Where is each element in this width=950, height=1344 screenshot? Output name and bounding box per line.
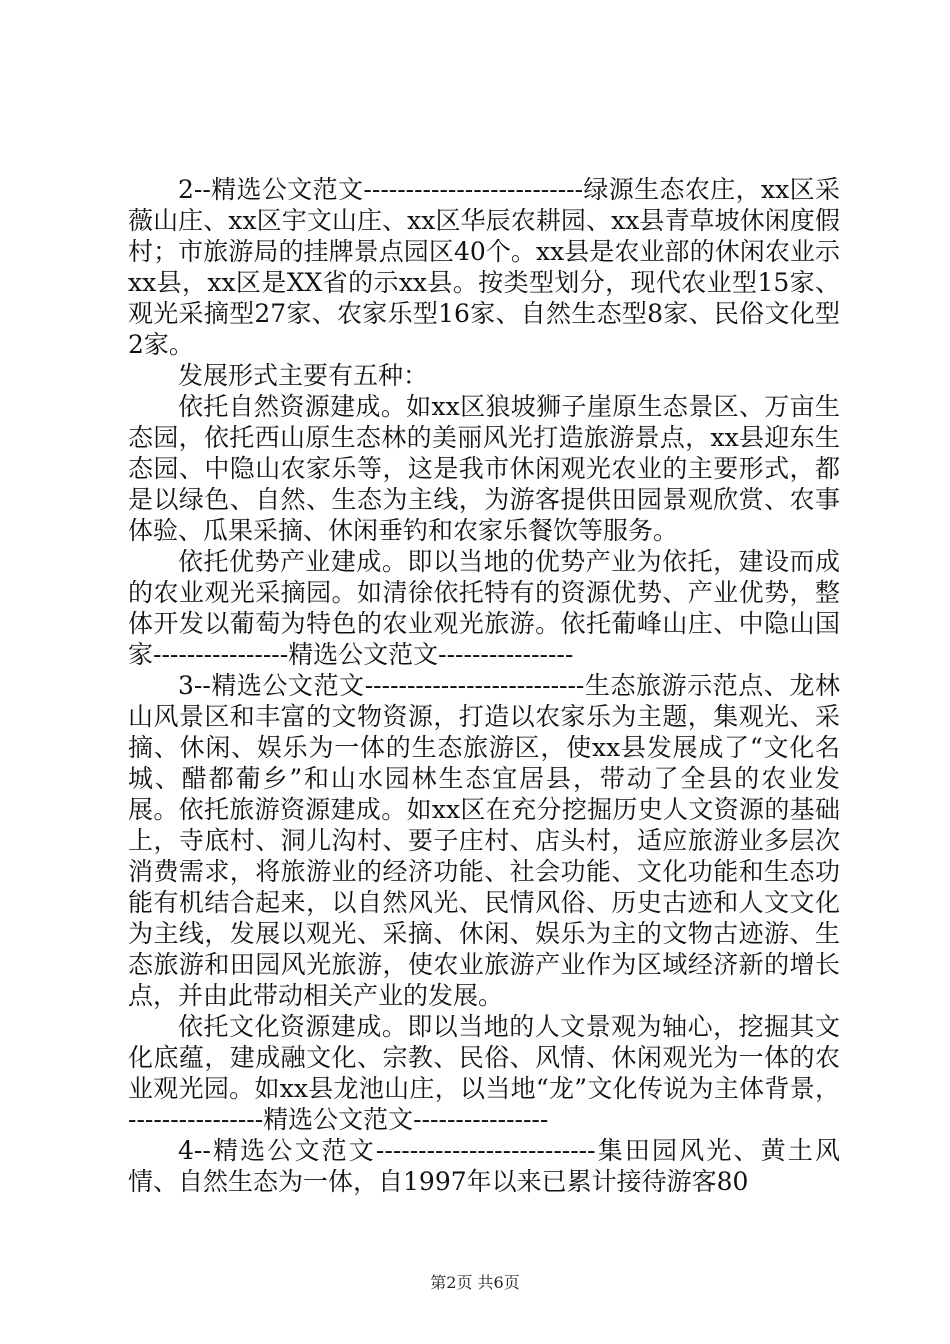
paragraph-1: 2--精选公文范文--------------------------绿源生态农庄，xx区采薇山庄、xx区宇文山庄、xx区华辰农耕园、xx县青草坡休闲度假村；市旅游局的挂牌景点园区40个。xx县是农业部的休闲农业示xx县，xx区是XX省的示xx县。按类型划分，现代农业型15家、观光采摘型27家、农家乐型16家、自然生态型8家、民俗文化型2家。 [128,175,840,359]
paragraph-7: 4--精选公文范文--------------------------集田园风光、黄土风情、自然生态为一体，自1997年以来已累计接待游客80 [128,1136,840,1196]
page-number-footer: 第2页 共6页 [430,1273,520,1292]
paragraph-6: 依托文化资源建成。即以当地的人文景观为轴心，挖掘其文化底蕴，建成融文化、宗教、民俗、风情、休闲观光为一体的农业观光园。如xx县龙池山庄，以当地“龙”文化传说为主体背景，----------------精选公文范文---------------- [128,1012,840,1134]
paragraph-4: 依托优势产业建成。即以当地的优势产业为依托，建设而成的农业观光采摘园。如清徐依托特有的资源优势、产业优势，整体开发以葡萄为特色的农业观光旅游。依托葡峰山庄、中隐山国家----------------精选公文范文---------------- [128,547,840,669]
paragraph-5: 3--精选公文范文--------------------------生态旅游示范点、龙林山风景区和丰富的文物资源，打造以农家乐为主题，集观光、采摘、休闲、娱乐为一体的生态旅游区，使xx县发展成了“文化名城、醋都葡乡”和山水园林生态宜居县，带动了全县的农业发展。依托旅游资源建成。如xx区在充分挖掘历史人文资源的基础上，寺底村、洞儿沟村、要子庄村、店头村，适应旅游业多层次消费需求，将旅游业的经济功能、社会功能、文化功能和生态功能有机结合起来，以自然风光、民情风俗、历史古迹和人文文化为主线，发展以观光、采摘、休闲、娱乐为主的文物古迹游、生态旅游和田园风光旅游，使农业旅游产业作为区域经济新的增长点，并由此带动相关产业的发展。 [128,671,840,1010]
paragraph-3: 依托自然资源建成。如xx区狼坡狮子崖原生态景区、万亩生态园，依托西山原生态林的美丽风光打造旅游景点，xx县迎东生态园、中隐山农家乐等，这是我市休闲观光农业的主要形式，都是以绿色、自然、生态为主线，为游客提供田园景观欣赏、农事体验、瓜果采摘、休闲垂钓和农家乐餐饮等服务。 [128,392,840,545]
document-body [128,174,840,1197]
paragraph-2: 发展形式主要有五种： [178,361,429,390]
